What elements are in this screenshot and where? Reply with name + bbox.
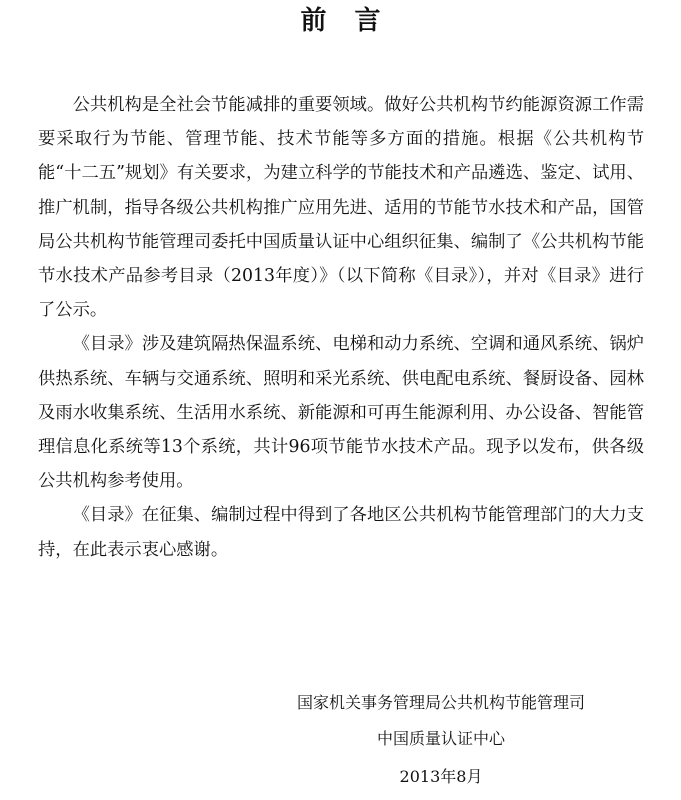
signature-org-2: 中国质量认证中心 [376,729,505,748]
paragraph-1: 公共机构是全社会节能减排的重要领域。做好公共机构节约能源资源工作需要采取行为节能、管理节能、技术节能等多方面的措施。根据《公共机构节能“十二五”规划》有关要求，为建立科学的节能技术和产品遴选、鉴定、试用、推广机制，指导各级公共机构推广应用先进、适用的节能节水技术和产品，国管局公共机构节能管理司委托中国质量认证中心组织征集、编制了《公共机构节能节水技术产品参考目录（2013年度）》（以下简称《目录》），并对《目录》进行了公示。 [38,95,644,321]
signature-date: 2013年8月 [399,767,483,786]
paragraph-2: 《目录》涉及建筑隔热保温系统、电梯和动力系统、空调和通风系统、锅炉供热系统、车辆与交通系统、照明和采光系统、供电配电系统、餐厨设备、园林及雨水收集系统、生活用水系统、新能源和可再生能源利用、办公设备、智能管理信息化系统等13个系统，共计96项节能节水技术产品。现予以发布，供各级公共机构参考使用。 [38,334,644,492]
preface-body [38,88,644,567]
signature-org-1: 国家机关事务管理局公共机构节能管理司 [296,693,585,712]
page-title: 前言 [300,6,409,36]
paragraph-3: 《目录》在征集、编制过程中得到了各地区公共机构节能管理部门的大力支持，在此表示衷心感谢。 [38,505,644,560]
